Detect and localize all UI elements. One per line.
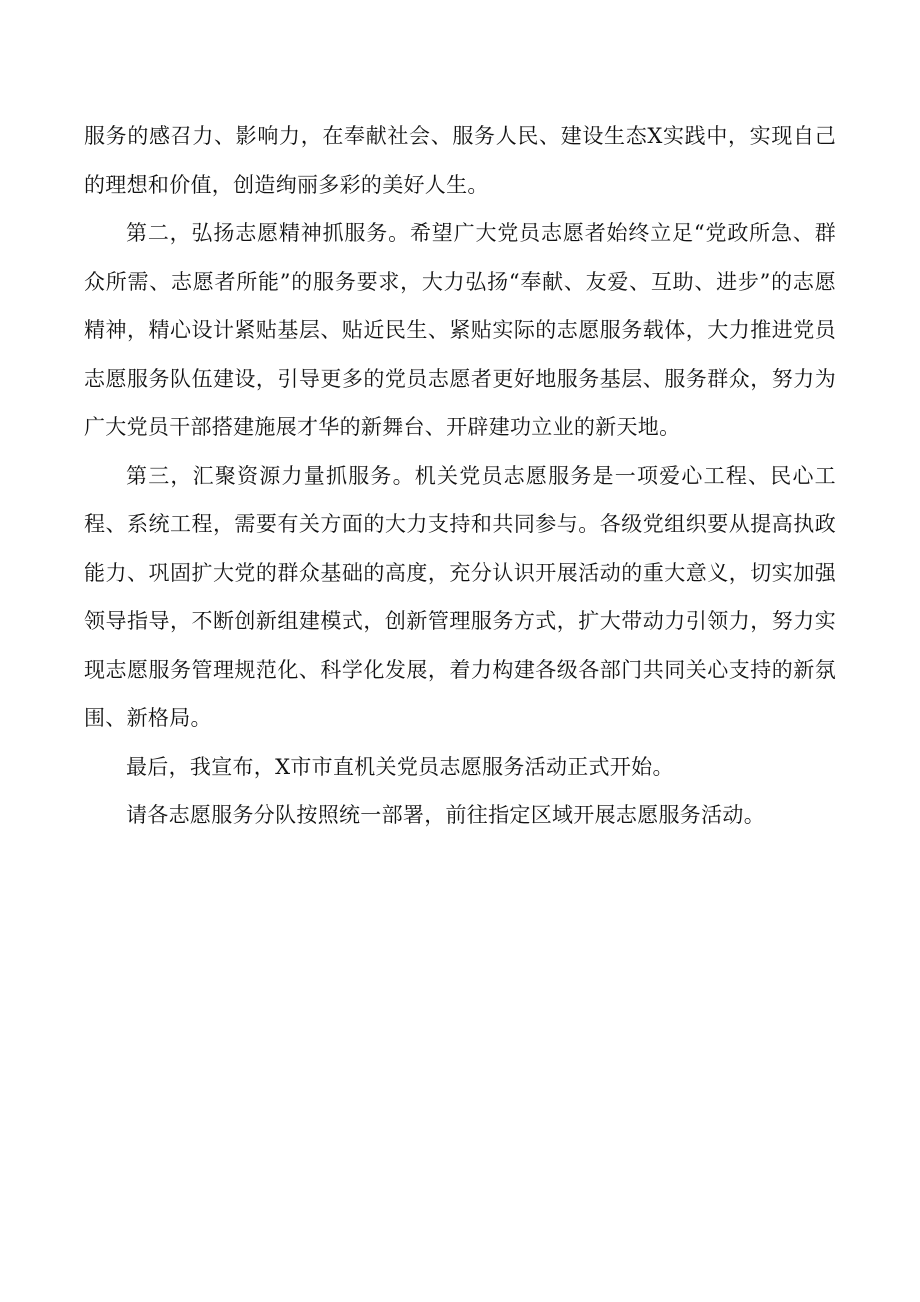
document-page [84,112,836,840]
paragraph-instruction: 请各志愿服务分队按照统一部署，前往指定区域开展志愿服务活动。 [126,803,765,827]
paragraph-second-point: 第二，弘扬志愿精神抓服务。希望广大党员志愿者始终立足“党政所急、群众所需、志愿者所能”的服务要求，大力弘扬“奉献、友爱、互助、进步”的志愿精神，精心设计紧贴基层、贴近民生、紧贴实际的志愿服务载体，大力推进党员志愿服务队伍建设，引导更多的党员志愿者更好地服务基层、服务群众，努力为广大党员干部搭建施展才华的新舞台、开辟建功立业的新天地。 [84,221,836,439]
paragraph-third-point: 第三，汇聚资源力量抓服务。机关党员志愿服务是一项爱心工程、民心工程、系统工程，需要有关方面的大力支持和共同参与。各级党组织要从提高执政能力、巩固扩大党的群众基础的高度，充分认识开展活动的重大意义，切实加强领导指导，不断创新组建模式，创新管理服务方式，扩大带动力引领力，努力实现志愿服务管理规范化、科学化发展，着力构建各级各部门共同关心支持的新氛围、新格局。 [84,463,836,730]
paragraph-continuation: 服务的感召力、影响力，在奉献社会、服务人民、建设生态X实践中，实现自己的理想和价值，创造绚丽多彩的美好人生。 [84,124,836,197]
paragraph-announcement: 最后，我宣布，X市市直机关党员志愿服务活动正式开始。 [126,754,674,779]
